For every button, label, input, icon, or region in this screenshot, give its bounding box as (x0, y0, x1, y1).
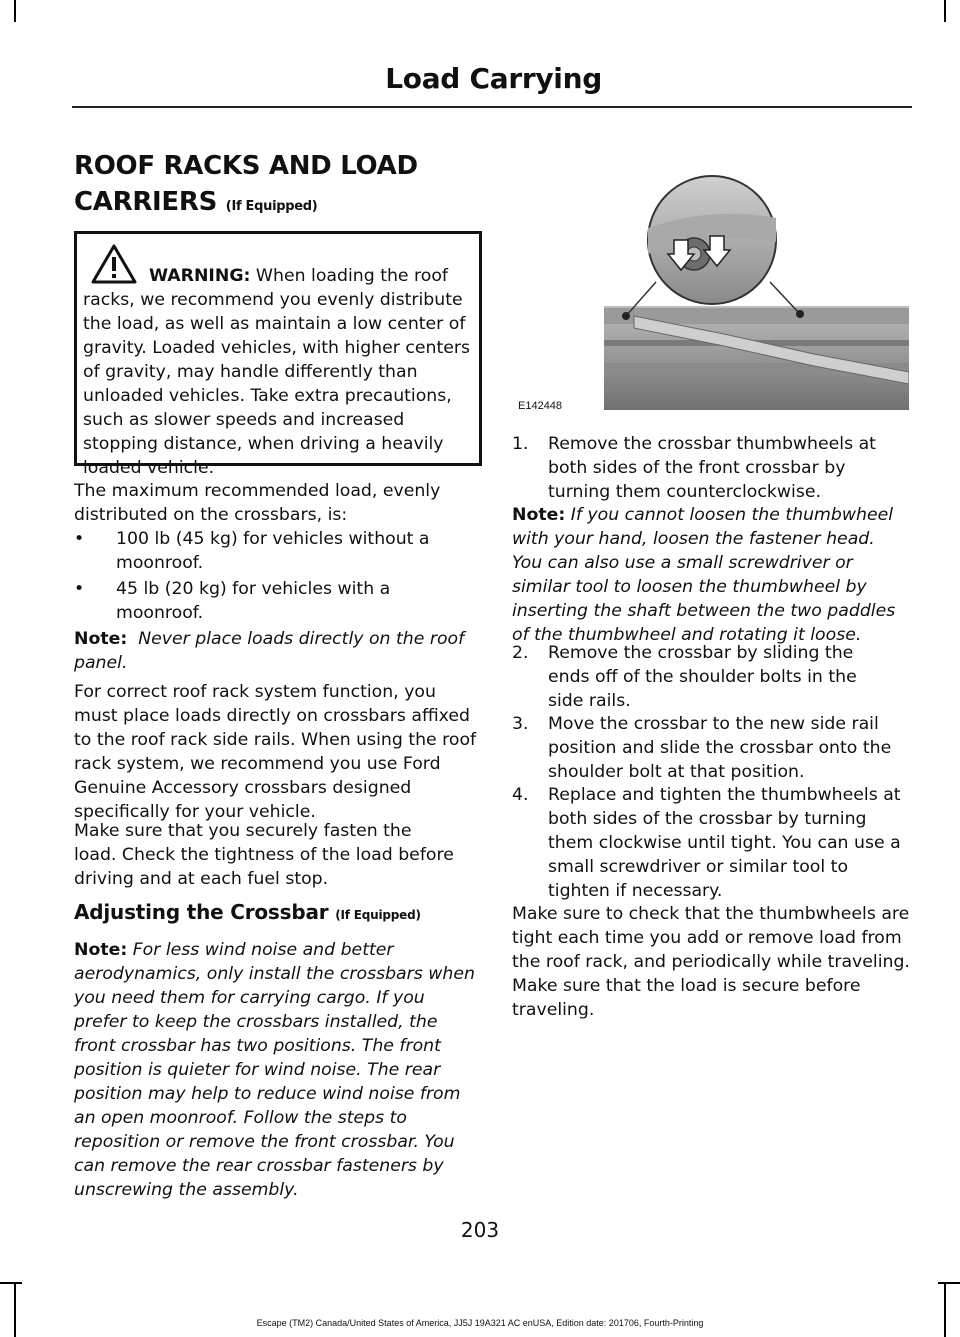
crop-mark (14, 0, 16, 22)
note-text: Never place loads directly on the roof panel. (74, 629, 465, 673)
subsection-title-suffix: (If Equipped) (335, 908, 421, 922)
bullet-icon: • (74, 579, 85, 599)
paragraph-roof-rack-function: For correct roof rack system function, you must place loads directly on crossbars affixed to the roof rack side rails. When using the roof rack system, we recommend you use Ford Genuine Accessory crossbars designed specifically for your vehicle. (74, 682, 477, 822)
note-label: Note: (512, 505, 566, 525)
subsection-title (74, 900, 421, 924)
crossbar-thumbwheel-illustration (514, 158, 909, 410)
list-item (74, 527, 480, 575)
warning-text (83, 264, 473, 480)
warning-triangle-icon (91, 244, 137, 284)
list-item (74, 577, 480, 625)
warning-box (74, 231, 482, 478)
page-header-title: Load Carrying (385, 62, 602, 95)
step-text: Move the crossbar to the new side rail position and slide the crossbar onto the shoulder bolt at that position. (548, 714, 892, 782)
list-item-text: 100 lb (45 kg) for vehicles without a moonroof. (116, 529, 430, 573)
section-title (74, 148, 484, 225)
step-number: 4. (512, 785, 529, 805)
crop-mark (944, 1282, 946, 1337)
note-wind-noise (74, 938, 478, 1202)
crop-mark (938, 1282, 960, 1284)
paragraph-check-thumbwheels: Make sure to check that the thumbwheels are tight each time you add or remove load from the roof rack, and periodically while traveling. Make sure that the load is secure before traveling. (512, 904, 910, 1020)
step-item (512, 432, 908, 504)
warning-label: WARNING: (149, 266, 251, 286)
step-item (512, 641, 908, 713)
bullet-icon: • (74, 529, 85, 549)
step-item (512, 712, 908, 784)
page-footer: Escape (TM2) Canada/United States of America, JJ5J 19A321 AC enUSA, Edition date: 201706, Fourth-Printing (256, 1318, 704, 1328)
crop-mark (944, 0, 946, 22)
note-label: Note: (74, 629, 128, 649)
note-label: Note: (74, 940, 128, 960)
paragraph-fasten-load: Make sure that you securely fasten the load. Check the tightness of the load before driving and at each fuel stop. (74, 821, 454, 889)
header-divider (72, 106, 912, 108)
step-number: 2. (512, 643, 529, 663)
note-roof-panel (74, 627, 480, 675)
subsection-title-text: Adjusting the Crossbar (74, 900, 329, 924)
step-text: Replace and tighten the thumbwheels at both sides of the crossbar by turning them clockwise until tight. You can use a small screwdriver or similar tool to tighten if necessary. (548, 785, 901, 901)
step-number: 3. (512, 714, 529, 734)
step-text: Remove the crossbar thumbwheels at both sides of the front crossbar by turning them counterclockwise. (548, 434, 876, 502)
warning-body: When loading the roof racks, we recommend you evenly distribute the load, as well as maintain a low center of gravity. Loaded vehicles, with higher centers of gravity, may handle differently than unloaded vehicles. Take extra precautions, such as slower speeds and increased stopping distance, when driving a heavily loaded vehicle. (83, 266, 470, 478)
page-number: 203 (460, 1218, 500, 1242)
note-text: If you cannot loosen the thumbwheel with your hand, loosen the fastener head. You can also use a small screwdriver or similar tool to loosen the thumbwheel by inserting the shaft between the two paddles of the thumbwheel and rotating it loose. (512, 505, 896, 645)
figure-code: E142448 (518, 400, 563, 412)
note-thumbwheel (512, 503, 908, 647)
step-number: 1. (512, 434, 529, 454)
section-title-suffix: (If Equipped) (225, 199, 318, 214)
section-title-text: ROOF RACKS AND LOAD CARRIERS (74, 151, 418, 217)
crop-mark (14, 1282, 16, 1337)
step-item (512, 783, 908, 903)
crop-mark (0, 1282, 22, 1284)
paragraph-max-load: The maximum recommended load, evenly distributed on the crossbars, is: (74, 481, 441, 525)
note-text: For less wind noise and better aerodynamics, only install the crossbars when you need them for carrying cargo. If you prefer to keep the crossbars installed, the front crossbar has two positions. The front position is quieter for wind noise. The rear position may help to reduce wind noise from an open moonroof. Follow the steps to reposition or remove the front crossbar. You can remove the rear crossbar fasteners by unscrewing the assembly. (74, 940, 475, 1200)
step-text: Remove the crossbar by sliding the ends off of the shoulder bolts in the side rails. (548, 643, 857, 711)
list-item-text: 45 lb (20 kg) for vehicles with a moonroof. (116, 579, 391, 623)
